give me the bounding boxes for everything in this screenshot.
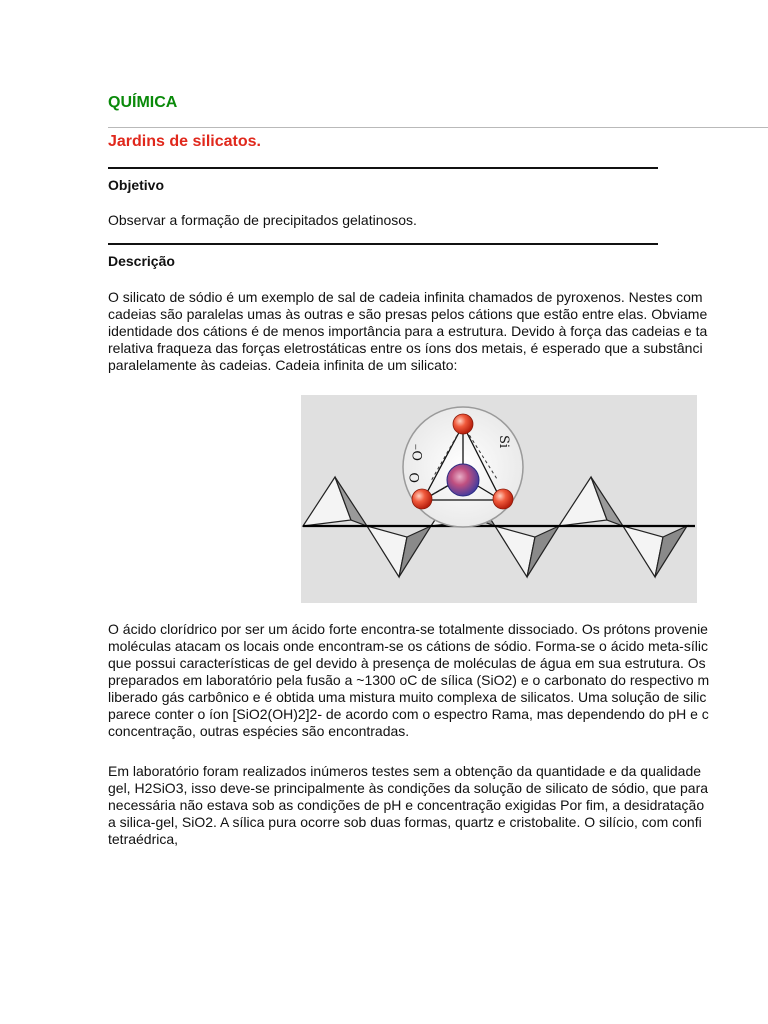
tetrahedron-down — [623, 526, 687, 577]
text-line: tetraédrica, — [108, 831, 179, 847]
tetrahedron-down — [367, 526, 431, 577]
text-line: a silica-gel, SiO2. A sílica pura ocorre sob duas formas, quartz e cristobalite. O silício, com confi — [108, 814, 702, 830]
text-line: que possui características de gel devido à presença de moléculas de água em sua estrutura. Os — [108, 655, 706, 671]
text-line: parece conter o íon [SiO2(OH)2]2- de acordo com o espectro Rama, mas dependendo do pH e c — [108, 706, 709, 722]
descricao-paragraph — [108, 289, 768, 374]
silicate-chain-diagram — [301, 395, 697, 603]
text-line: relativa fraqueza das forças eletrostáticas entre os íons dos metais, é esperado que a substânci — [108, 340, 703, 356]
tetrahedron-up — [559, 477, 623, 526]
section-divider — [108, 167, 658, 169]
paragraph-hcl — [108, 621, 768, 740]
text-line: preparados em laboratório pela fusão a ~1300 oC de sílica (SiO2) e o carbonato do respectivo m — [108, 672, 710, 688]
text-line: necessária não estava sob as condições de pH e concentração exigidas Por fim, a desidratação — [108, 797, 705, 813]
magnified-tetrahedron — [403, 407, 523, 527]
paragraph-laboratorio — [108, 763, 768, 848]
text-line: concentração, outras espécies são encontradas. — [108, 723, 410, 739]
objetivo-label: Objetivo — [108, 177, 165, 193]
text-line: moléculas atacam os locais onde encontram-se os cátions de sódio. Forma-se o ácido meta-sílic — [108, 638, 708, 654]
text-line: gel, H2SiO3, isso deve-se principalmente às condições da solução de silicato de sódio, que para — [108, 780, 709, 796]
tetrahedron-down — [495, 526, 559, 577]
text-line: paralelamente às cadeias. Cadeia infinita de um silicato: — [108, 357, 458, 373]
text-line: identidade dos cátions é de menos importância para a estrutura. Devido à força das cadeias e ta — [108, 323, 708, 339]
text-line: O silicato de sódio é um exemplo de sal de cadeia infinita chamados de pyroxenos. Nestes com — [108, 289, 703, 305]
silicon-label: Si — [496, 435, 511, 449]
oxygen-atom — [453, 414, 473, 434]
section-divider — [108, 243, 658, 245]
text-line: O ácido clorídrico por ser um ácido forte encontra-se totalmente dissociado. Os prótons provenie — [108, 621, 708, 637]
text-line: Em laboratório foram realizados inúmeros testes sem a obtenção da quantidade e da qualidade — [108, 763, 702, 779]
oxygen-atom — [412, 489, 432, 509]
heading-divider — [108, 127, 768, 128]
silicate-chain-figure — [301, 395, 697, 603]
page-heading: QUÍMICA — [108, 94, 178, 111]
oxygen-label: O — [408, 472, 423, 483]
objetivo-text: Observar a formação de precipitados gelatinosos. — [108, 212, 417, 228]
text-line: cadeias são paralelas umas às outras e são presas pelos cátions que estão entre elas. Obviame — [108, 306, 708, 322]
oxygen-atom — [493, 489, 513, 509]
tetrahedron-up — [303, 477, 367, 526]
descricao-label: Descrição — [108, 253, 175, 269]
experiment-title: Jardins de silicatos. — [108, 133, 261, 150]
silicon-atom — [447, 464, 479, 496]
oxygen-ion-label: O⁻ — [411, 443, 426, 461]
text-line: liberado gás carbônico e é obtida uma mistura muito complexa de silicatos. Uma solução de silic — [108, 689, 707, 705]
